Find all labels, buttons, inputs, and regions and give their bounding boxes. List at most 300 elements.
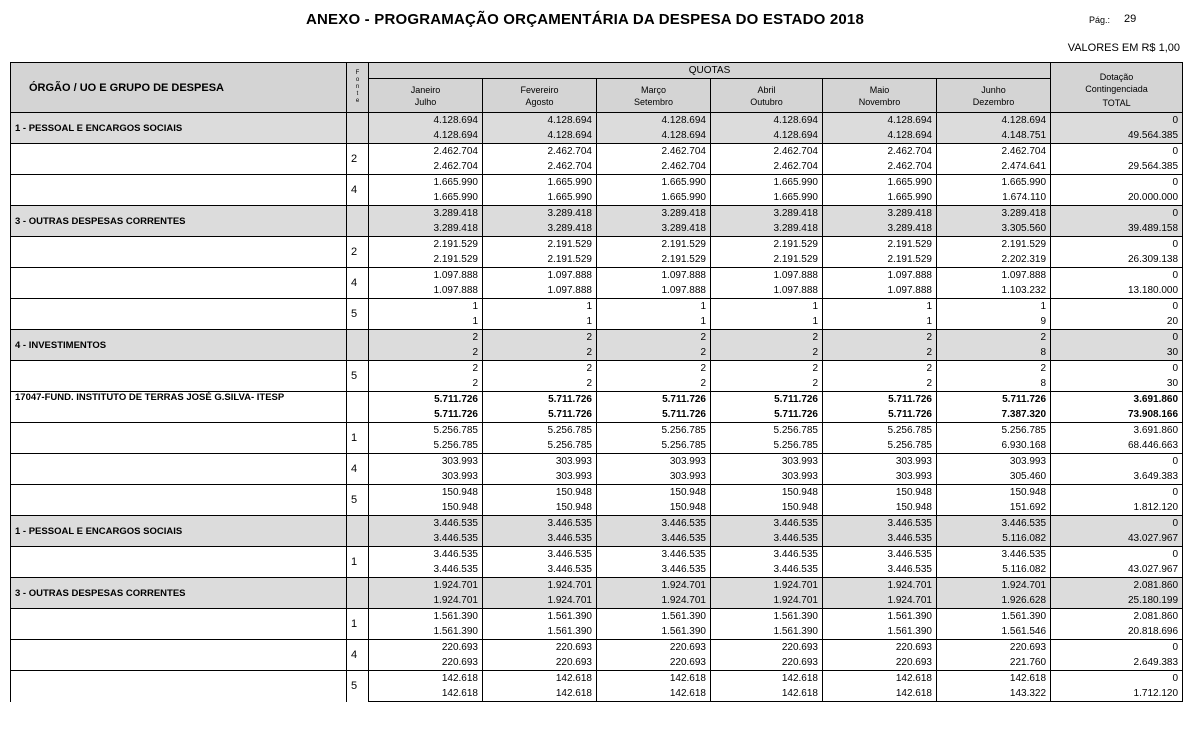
row-label <box>11 547 347 578</box>
quota-value: 3.289.418 <box>597 221 711 237</box>
quota-value: 1.665.990 <box>937 175 1051 191</box>
row-fonte <box>347 330 369 361</box>
quota-value: 220.693 <box>823 640 937 656</box>
row-fonte: 2 <box>347 237 369 268</box>
quota-value: 2.462.704 <box>369 144 483 160</box>
dotacao-value: 0 <box>1051 144 1183 160</box>
row-fonte: 4 <box>347 454 369 485</box>
quota-value: 142.618 <box>823 686 937 702</box>
quota-value: 142.618 <box>483 686 597 702</box>
quota-value: 4.128.694 <box>483 128 597 144</box>
quota-value: 2 <box>823 330 937 346</box>
quota-value: 1 <box>483 314 597 330</box>
report-title: ANEXO - PROGRAMAÇÃO ORÇAMENTÁRIA DA DESPESA DO ESTADO 2018 <box>305 11 865 28</box>
dotacao-value: 13.180.000 <box>1051 283 1183 299</box>
quota-value: 1.097.888 <box>369 268 483 284</box>
quota-value: 1.097.888 <box>937 268 1051 284</box>
quota-value: 2 <box>369 330 483 346</box>
table-row <box>11 330 1183 346</box>
quota-value: 3.446.535 <box>823 516 937 532</box>
dotacao-value: 30 <box>1051 376 1183 392</box>
quota-value: 1.924.701 <box>711 593 823 609</box>
quota-value: 1.665.990 <box>483 175 597 191</box>
dotacao-value: 20.818.696 <box>1051 624 1183 640</box>
quota-value: 150.948 <box>937 485 1051 501</box>
row-fonte: 4 <box>347 640 369 671</box>
row-label <box>11 268 347 299</box>
quota-value: 2.462.704 <box>369 159 483 175</box>
row-fonte <box>347 113 369 144</box>
fonte-letter: o <box>355 77 360 83</box>
quota-value: 1 <box>483 299 597 315</box>
quota-value: 1.561.390 <box>823 624 937 640</box>
quota-value: 1.665.990 <box>597 190 711 206</box>
dotacao-value: 2.649.383 <box>1051 655 1183 671</box>
quota-value: 150.948 <box>483 500 597 516</box>
quota-value: 1.561.390 <box>597 609 711 625</box>
quota-value: 1.561.390 <box>369 624 483 640</box>
quota-value: 303.993 <box>823 454 937 470</box>
row-label: 1 - PESSOAL E ENCARGOS SOCIAIS <box>11 516 347 547</box>
quota-value: 5.256.785 <box>937 423 1051 439</box>
dotacao-value: 39.489.158 <box>1051 221 1183 237</box>
quota-value: 4.128.694 <box>369 128 483 144</box>
quota-value: 303.993 <box>711 454 823 470</box>
quota-value: 220.693 <box>483 655 597 671</box>
quota-value: 5.711.726 <box>823 407 937 423</box>
quota-value: 1.097.888 <box>369 283 483 299</box>
quota-value: 2.462.704 <box>823 159 937 175</box>
fonte-letter: n <box>355 84 360 90</box>
row-label <box>11 609 347 640</box>
dotacao-value: 73.908.166 <box>1051 407 1183 423</box>
dotacao-value: 3.649.383 <box>1051 469 1183 485</box>
quota-value: 1.561.390 <box>937 609 1051 625</box>
quota-value: 1 <box>597 314 711 330</box>
quota-value: 303.993 <box>483 469 597 485</box>
quota-value: 3.289.418 <box>937 206 1051 222</box>
dotacao-value: 0 <box>1051 485 1183 501</box>
dotacao-value: 49.564.385 <box>1051 128 1183 144</box>
dotacao-value: 0 <box>1051 113 1183 129</box>
quota-value: 1.561.390 <box>823 609 937 625</box>
quota-value: 1.097.888 <box>711 268 823 284</box>
quota-value: 5.256.785 <box>823 438 937 454</box>
quota-value: 5.256.785 <box>483 438 597 454</box>
quota-value: 303.993 <box>597 454 711 470</box>
table-row <box>11 206 1183 222</box>
table-row <box>11 237 1183 253</box>
quota-value: 303.993 <box>369 454 483 470</box>
dotacao-value: 1.812.120 <box>1051 500 1183 516</box>
quota-value: 3.446.535 <box>823 547 937 563</box>
quota-value: 5.116.082 <box>937 562 1051 578</box>
quota-value: 3.446.535 <box>483 562 597 578</box>
quota-value: 1.097.888 <box>597 283 711 299</box>
quota-value: 2 <box>597 330 711 346</box>
quota-value: 5.256.785 <box>597 438 711 454</box>
quota-value: 5.711.726 <box>483 392 597 408</box>
quota-value: 4.128.694 <box>937 113 1051 129</box>
quota-value: 3.446.535 <box>823 531 937 547</box>
quota-value: 5.711.726 <box>369 392 483 408</box>
quota-value: 3.446.535 <box>597 562 711 578</box>
dotacao-value: 3.691.860 <box>1051 423 1183 439</box>
dotacao-line: TOTAL <box>1102 97 1131 108</box>
quota-value: 4.128.694 <box>369 113 483 129</box>
dotacao-value: 0 <box>1051 361 1183 377</box>
quota-value: 3.446.535 <box>711 562 823 578</box>
dotacao-value: 25.180.199 <box>1051 593 1183 609</box>
header-month: Fevereiro Agosto <box>483 79 597 113</box>
table-row <box>11 423 1183 439</box>
quota-value: 2 <box>823 376 937 392</box>
quota-value: 2.191.529 <box>823 252 937 268</box>
dotacao-value: 0 <box>1051 454 1183 470</box>
table-row <box>11 175 1183 191</box>
header-orgao: ÓRGÃO / UO E GRUPO DE DESPESA <box>11 63 347 113</box>
quota-value: 3.446.535 <box>711 516 823 532</box>
row-fonte: 5 <box>347 671 369 702</box>
quota-value: 4.128.694 <box>597 113 711 129</box>
quota-value: 220.693 <box>823 655 937 671</box>
row-label: 17047-FUND. INSTITUTO DE TERRAS JOSÉ G.SILVA- ITESP <box>11 392 347 423</box>
row-fonte: 1 <box>347 609 369 640</box>
quota-value: 3.289.418 <box>483 221 597 237</box>
quota-value: 2.462.704 <box>711 144 823 160</box>
quota-value: 142.618 <box>711 686 823 702</box>
quota-value: 2 <box>711 330 823 346</box>
quota-value: 3.446.535 <box>483 516 597 532</box>
quota-value: 2.191.529 <box>369 237 483 253</box>
row-label <box>11 671 347 702</box>
header-month: Janeiro Julho <box>369 79 483 113</box>
quota-value: 3.446.535 <box>369 516 483 532</box>
quota-value: 3.289.418 <box>823 206 937 222</box>
quota-value: 2.191.529 <box>937 237 1051 253</box>
row-label <box>11 454 347 485</box>
quota-value: 1.561.390 <box>711 624 823 640</box>
row-label <box>11 640 347 671</box>
quota-value: 2.191.529 <box>597 237 711 253</box>
quota-value: 2 <box>823 361 937 377</box>
quota-value: 8 <box>937 376 1051 392</box>
quota-value: 5.711.726 <box>937 392 1051 408</box>
currency-note: VALORES EM R$ 1,00 <box>1067 42 1180 54</box>
quota-value: 1 <box>823 299 937 315</box>
quota-value: 2.191.529 <box>483 237 597 253</box>
quota-value: 220.693 <box>369 655 483 671</box>
quota-value: 3.289.418 <box>711 206 823 222</box>
table-row <box>11 547 1183 563</box>
dotacao-value: 2.081.860 <box>1051 609 1183 625</box>
dotacao-value: 43.027.967 <box>1051 531 1183 547</box>
row-label: 1 - PESSOAL E ENCARGOS SOCIAIS <box>11 113 347 144</box>
quota-value: 2 <box>483 361 597 377</box>
dotacao-value: 0 <box>1051 671 1183 687</box>
quota-value: 3.289.418 <box>369 221 483 237</box>
quota-value: 3.446.535 <box>483 531 597 547</box>
quota-value: 1 <box>369 314 483 330</box>
table-body <box>11 113 1183 702</box>
quota-value: 150.948 <box>823 500 937 516</box>
quota-value: 1.561.390 <box>369 609 483 625</box>
quota-value: 4.128.694 <box>823 128 937 144</box>
quota-value: 1 <box>937 299 1051 315</box>
quota-value: 2 <box>597 345 711 361</box>
quota-value: 142.618 <box>597 686 711 702</box>
quota-value: 142.618 <box>483 671 597 687</box>
quota-value: 4.128.694 <box>711 128 823 144</box>
quota-value: 2 <box>711 345 823 361</box>
quota-value: 1.924.701 <box>597 593 711 609</box>
quota-value: 303.993 <box>369 469 483 485</box>
header-dotacao <box>1051 63 1183 113</box>
table-row <box>11 113 1183 129</box>
row-label: 3 - OUTRAS DESPESAS CORRENTES <box>11 578 347 609</box>
quota-value: 5.256.785 <box>369 438 483 454</box>
dotacao-value: 68.446.663 <box>1051 438 1183 454</box>
quota-value: 1.924.701 <box>823 578 937 594</box>
quota-value: 2.462.704 <box>597 159 711 175</box>
quota-value: 3.289.418 <box>369 206 483 222</box>
dotacao-value: 0 <box>1051 516 1183 532</box>
quota-value: 220.693 <box>597 640 711 656</box>
quota-value: 2.462.704 <box>711 159 823 175</box>
header-month: Março Setembro <box>597 79 711 113</box>
quota-value: 1.926.628 <box>937 593 1051 609</box>
fonte-letter: F <box>355 70 360 76</box>
table-row <box>11 671 1183 687</box>
quota-value: 142.618 <box>823 671 937 687</box>
dotacao-value: 43.027.967 <box>1051 562 1183 578</box>
quota-value: 2 <box>483 345 597 361</box>
quota-value: 1 <box>711 299 823 315</box>
row-label: 4 - INVESTIMENTOS <box>11 330 347 361</box>
quota-value: 1.665.990 <box>711 175 823 191</box>
row-fonte <box>347 206 369 237</box>
row-label <box>11 175 347 206</box>
quota-value: 1.561.546 <box>937 624 1051 640</box>
quota-value: 1.924.701 <box>823 593 937 609</box>
quota-value: 150.948 <box>823 485 937 501</box>
quota-value: 3.289.418 <box>483 206 597 222</box>
quota-value: 5.256.785 <box>369 423 483 439</box>
header-month: Maio Novembro <box>823 79 937 113</box>
quota-value: 1.665.990 <box>369 175 483 191</box>
quota-value: 2 <box>369 376 483 392</box>
quota-value: 220.693 <box>711 655 823 671</box>
quota-value: 3.446.535 <box>937 516 1051 532</box>
quota-value: 1.561.390 <box>597 624 711 640</box>
quota-value: 3.446.535 <box>711 531 823 547</box>
row-label <box>11 144 347 175</box>
header-fonte <box>347 63 369 113</box>
quota-value: 151.692 <box>937 500 1051 516</box>
header-month: Abril Outubro <box>711 79 823 113</box>
table-row <box>11 640 1183 656</box>
row-fonte: 5 <box>347 361 369 392</box>
table-row <box>11 361 1183 377</box>
header-quotas: QUOTAS <box>369 63 1051 79</box>
fonte-letter: e <box>355 98 360 104</box>
quota-value: 3.446.535 <box>711 547 823 563</box>
dotacao-value: 20.000.000 <box>1051 190 1183 206</box>
quota-value: 2.191.529 <box>369 252 483 268</box>
quota-value: 220.693 <box>597 655 711 671</box>
quota-value: 5.256.785 <box>597 423 711 439</box>
quota-value: 1.665.990 <box>823 175 937 191</box>
row-fonte <box>347 578 369 609</box>
quota-value: 1.924.701 <box>483 578 597 594</box>
dotacao-value: 20 <box>1051 314 1183 330</box>
quota-value: 303.993 <box>597 469 711 485</box>
table-row <box>11 299 1183 315</box>
dotacao-value: 0 <box>1051 330 1183 346</box>
quota-value: 142.618 <box>711 671 823 687</box>
dotacao-value: 29.564.385 <box>1051 159 1183 175</box>
quota-value: 142.618 <box>369 686 483 702</box>
quota-value: 2 <box>711 361 823 377</box>
quota-value: 2.191.529 <box>483 252 597 268</box>
dotacao-line: Contingenciada <box>1085 83 1148 94</box>
quota-value: 5.711.726 <box>711 392 823 408</box>
quota-value: 221.760 <box>937 655 1051 671</box>
quota-value: 1.097.888 <box>823 283 937 299</box>
quota-value: 3.446.535 <box>823 562 937 578</box>
dotacao-value: 2.081.860 <box>1051 578 1183 594</box>
quota-value: 1.924.701 <box>483 593 597 609</box>
quota-value: 303.993 <box>823 469 937 485</box>
quota-value: 150.948 <box>597 485 711 501</box>
quota-value: 3.289.418 <box>597 206 711 222</box>
dotacao-value: 0 <box>1051 268 1183 284</box>
quota-value: 3.446.535 <box>483 547 597 563</box>
table-row <box>11 485 1183 501</box>
quota-value: 220.693 <box>369 640 483 656</box>
quota-value: 2 <box>937 330 1051 346</box>
quota-value: 3.446.535 <box>597 531 711 547</box>
quota-value: 220.693 <box>711 640 823 656</box>
row-fonte: 5 <box>347 485 369 516</box>
quota-value: 303.993 <box>483 454 597 470</box>
page-number: 29 <box>1124 13 1137 25</box>
row-label <box>11 361 347 392</box>
fonte-letter: t <box>356 91 359 97</box>
quota-value: 1.097.888 <box>483 268 597 284</box>
quota-value: 1.665.990 <box>483 190 597 206</box>
quota-value: 1 <box>369 299 483 315</box>
quota-value: 150.948 <box>711 485 823 501</box>
quota-value: 9 <box>937 314 1051 330</box>
quota-value: 305.460 <box>937 469 1051 485</box>
quota-value: 1.924.701 <box>369 578 483 594</box>
quota-value: 5.116.082 <box>937 531 1051 547</box>
quota-value: 2 <box>711 376 823 392</box>
quota-value: 5.256.785 <box>711 423 823 439</box>
table-row <box>11 609 1183 625</box>
quota-value: 2 <box>823 345 937 361</box>
dotacao-value: 1.712.120 <box>1051 686 1183 702</box>
quota-value: 1 <box>711 314 823 330</box>
quota-value: 4.128.694 <box>597 128 711 144</box>
quota-value: 1.097.888 <box>711 283 823 299</box>
quota-value: 2.462.704 <box>483 159 597 175</box>
quota-value: 5.711.726 <box>597 392 711 408</box>
quota-value: 3.289.418 <box>711 221 823 237</box>
dotacao-value: 3.691.860 <box>1051 392 1183 408</box>
quota-value: 5.256.785 <box>483 423 597 439</box>
quota-value: 3.446.535 <box>369 562 483 578</box>
table-header <box>11 63 1183 113</box>
quota-value: 3.446.535 <box>597 516 711 532</box>
quota-value: 3.446.535 <box>597 547 711 563</box>
quota-value: 5.711.726 <box>823 392 937 408</box>
table-row <box>11 392 1183 408</box>
row-label <box>11 299 347 330</box>
quota-value: 142.618 <box>937 671 1051 687</box>
table-row <box>11 578 1183 594</box>
dotacao-value: 0 <box>1051 640 1183 656</box>
header-month: Junho Dezembro <box>937 79 1051 113</box>
quota-value: 1.561.390 <box>483 624 597 640</box>
quota-value: 1.561.390 <box>711 609 823 625</box>
row-fonte: 2 <box>347 144 369 175</box>
dotacao-value: 26.309.138 <box>1051 252 1183 268</box>
quota-value: 150.948 <box>483 485 597 501</box>
quota-value: 142.618 <box>369 671 483 687</box>
quota-value: 2 <box>597 376 711 392</box>
quota-value: 303.993 <box>711 469 823 485</box>
quota-value: 6.930.168 <box>937 438 1051 454</box>
quota-value: 2 <box>369 345 483 361</box>
quota-value: 2.462.704 <box>483 144 597 160</box>
row-fonte <box>347 516 369 547</box>
dotacao-value: 0 <box>1051 237 1183 253</box>
dotacao-value: 0 <box>1051 299 1183 315</box>
dotacao-value: 0 <box>1051 547 1183 563</box>
quota-value: 2.202.319 <box>937 252 1051 268</box>
quota-value: 2.462.704 <box>597 144 711 160</box>
quota-value: 1.097.888 <box>597 268 711 284</box>
quota-value: 1.924.701 <box>711 578 823 594</box>
quota-value: 5.256.785 <box>823 423 937 439</box>
quota-value: 4.128.694 <box>823 113 937 129</box>
quota-value: 220.693 <box>937 640 1051 656</box>
row-label <box>11 237 347 268</box>
quota-value: 143.322 <box>937 686 1051 702</box>
quota-value: 1.561.390 <box>483 609 597 625</box>
dotacao-value: 0 <box>1051 175 1183 191</box>
table-row <box>11 454 1183 470</box>
quota-value: 3.305.560 <box>937 221 1051 237</box>
quota-value: 1.665.990 <box>369 190 483 206</box>
quota-value: 2.474.641 <box>937 159 1051 175</box>
quota-value: 1.665.990 <box>823 190 937 206</box>
quota-value: 2 <box>597 361 711 377</box>
quota-value: 3.446.535 <box>369 547 483 563</box>
quota-value: 303.993 <box>937 454 1051 470</box>
table-row <box>11 268 1183 284</box>
quota-value: 1.924.701 <box>369 593 483 609</box>
quota-value: 2.462.704 <box>937 144 1051 160</box>
row-fonte: 4 <box>347 268 369 299</box>
row-fonte: 5 <box>347 299 369 330</box>
quota-value: 2.191.529 <box>711 252 823 268</box>
row-label: 3 - OUTRAS DESPESAS CORRENTES <box>11 206 347 237</box>
quota-value: 2.191.529 <box>823 237 937 253</box>
dotacao-line: Dotação <box>1099 71 1134 82</box>
